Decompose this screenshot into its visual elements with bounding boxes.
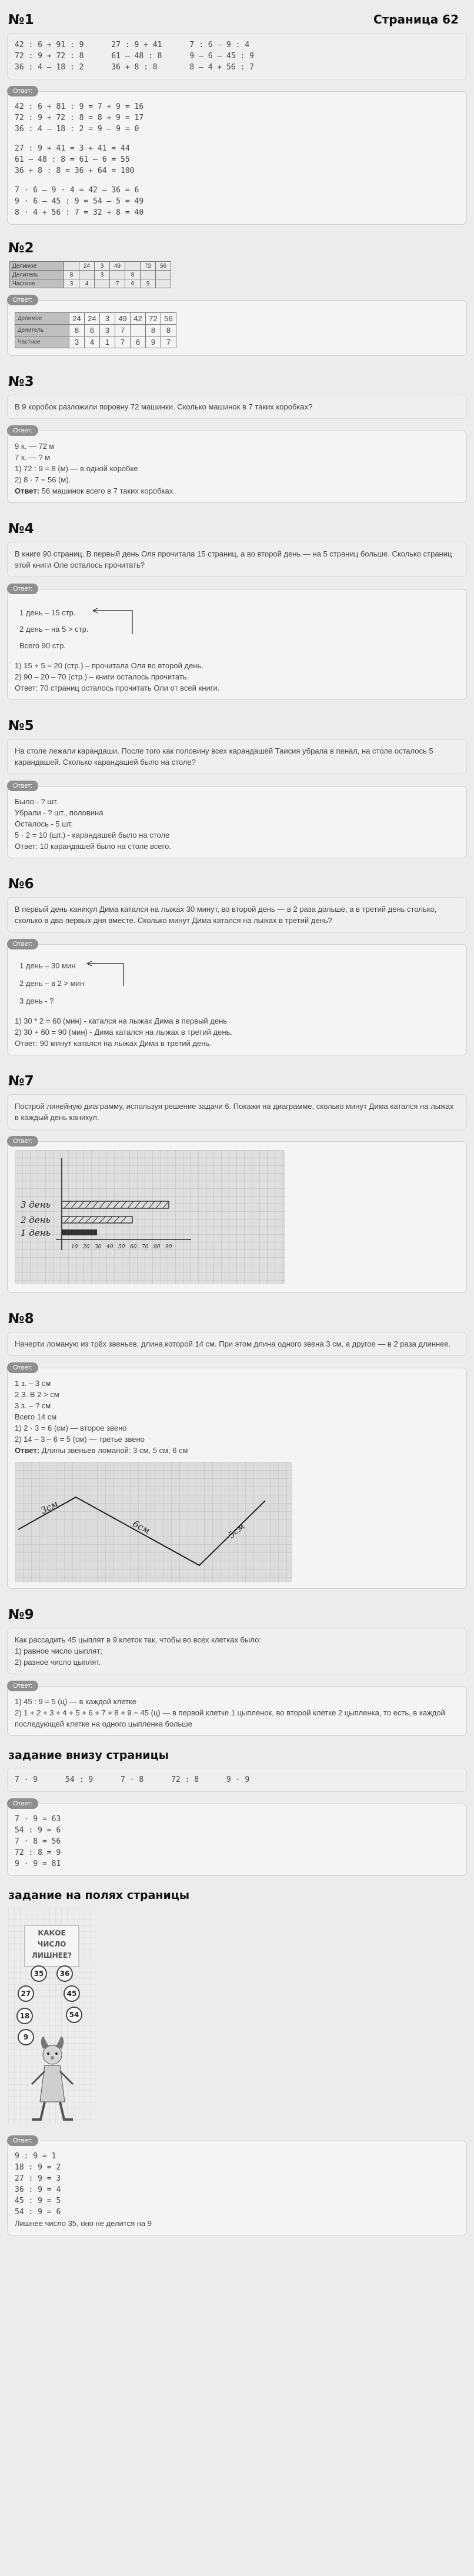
- table-cell: 6: [131, 336, 146, 348]
- number-balloon: 45: [64, 1985, 80, 2002]
- answer-line: 42 : 6 + 81 : 9 = 7 + 9 = 16: [15, 102, 144, 111]
- bracket-arrow: [82, 959, 135, 989]
- task-question: В 9 коробок разложили поровну 72 машинки. Сколько машинок в 7 таких коробках?: [7, 395, 467, 419]
- table-cell: 4: [79, 279, 95, 288]
- diagram-photo: [15, 1150, 285, 1284]
- table-cell: [95, 279, 110, 288]
- table-cell: [79, 271, 95, 279]
- table-cell: 7: [115, 336, 131, 348]
- table-cell: 56: [161, 313, 176, 325]
- task-question: На столе лежали карандаши. После того как половину всех карандашей Таисия убрала в пенал, на столе осталось 5 карандашей. Сколько карандашей было на столе?: [7, 739, 467, 774]
- answer-block: [7, 941, 467, 1055]
- x-tick: 20: [83, 1244, 90, 1250]
- answer-box: [7, 431, 467, 503]
- broken-line-photo: [15, 1462, 292, 1582]
- table-cell: 42: [131, 313, 146, 325]
- answer-line: 27 : 9 = 3: [15, 2174, 61, 2183]
- division-table-answer: [15, 312, 176, 348]
- table-cell: [141, 271, 156, 279]
- table-row: [10, 271, 171, 279]
- answer-line: 2) 8 · 7 = 56 (м).: [15, 475, 71, 484]
- task-4: [7, 521, 467, 700]
- answer-line: Было - ? шт.: [15, 797, 58, 806]
- answer-line: 61 – 48 : 8 = 61 – 6 = 55: [15, 155, 130, 164]
- handwritten-condition: [15, 599, 459, 652]
- answer-final: Ответ: Длины звеньев ломаной: 3 см, 5 см, 6 см: [15, 1446, 188, 1455]
- table-cell: 9: [141, 279, 156, 288]
- task-number: №4: [8, 521, 34, 536]
- table-row: [10, 262, 171, 271]
- table-cell: [156, 279, 171, 288]
- handwritten-condition: [15, 954, 459, 1007]
- number-balloon: 27: [18, 1985, 34, 2002]
- table-cell: 7: [115, 325, 131, 336]
- answer-line: 1) 72 : 9 = 8 (м) — в одной коробке: [15, 464, 138, 473]
- number-balloon: 18: [16, 2008, 33, 2024]
- task-bottom: [7, 1749, 467, 1876]
- answer-block: [7, 1800, 467, 1876]
- answer-box: [7, 1141, 467, 1293]
- answer-tag: Ответ:: [7, 584, 38, 594]
- answer-line: 36 + 8 : 8 = 36 + 64 = 100: [15, 166, 135, 175]
- table-cell: 3: [100, 325, 115, 336]
- answer-tag: Ответ:: [7, 86, 38, 96]
- table-cell: 4: [85, 336, 100, 348]
- answer-tag: Ответ:: [7, 781, 38, 791]
- task-question: [7, 1768, 467, 1792]
- table-cell: 8: [69, 325, 85, 336]
- table-cell: 3: [95, 271, 110, 279]
- answer-tag: Ответ:: [7, 425, 38, 436]
- table-cell: 3: [69, 336, 85, 348]
- question-line: 36 : 4 – 18 : 2 36 + 8 : 8 8 – 4 + 56 : 7: [15, 63, 254, 72]
- table-cell: 8: [64, 271, 79, 279]
- answer-final: Ответ: 56 машинок всего в 7 таких коробках: [15, 486, 173, 495]
- answer-box: [7, 1804, 467, 1876]
- task-number: №6: [8, 877, 34, 892]
- chart-label: 3 день: [21, 1199, 51, 1210]
- number-balloon: 54: [66, 2007, 82, 2023]
- answer-block: [7, 2137, 467, 2235]
- answer-line: 2) 30 + 60 = 90 (мин) - Дима катался на лыжах в третий день.: [15, 1028, 232, 1037]
- answer-tag: Ответ:: [7, 1681, 38, 1691]
- answer-line: Осталось - 5 шт.: [15, 819, 73, 828]
- number-balloon: 35: [31, 1965, 47, 1982]
- number-balloon: 9: [18, 2029, 34, 2045]
- answer-block: [7, 1138, 467, 1293]
- answer-line: 2) 90 – 20 – 70 (стр.) – книги осталось прочитать.: [15, 672, 189, 681]
- question-line: Как рассадить 45 цыплят в 9 клеток так, чтобы во всех клетках было:: [15, 1635, 261, 1644]
- question-line: 1) равное число цыплят;: [15, 1647, 102, 1655]
- section-title: задание внизу страницы: [8, 1749, 169, 1762]
- condition-line: 2 день – на 5 > стр.: [19, 625, 89, 634]
- table-cell: 49: [110, 262, 125, 271]
- table-cell: [156, 271, 171, 279]
- answer-tag: Ответ:: [7, 2135, 38, 2146]
- row-label: Делимое: [15, 313, 69, 325]
- table-cell: 8: [146, 325, 161, 336]
- page-title: Страница 62: [373, 12, 459, 26]
- grid-paper: [15, 1462, 292, 1582]
- table-cell: 6: [125, 279, 141, 288]
- answer-line: 54 : 9 = 6: [15, 2208, 61, 2217]
- answer-line: 5 · 2 = 10 (шт.) - карандашей было на столе: [15, 831, 170, 839]
- segment-label: 5см: [226, 1521, 247, 1541]
- answer-box: [7, 91, 467, 225]
- answer-line: 9 · 9 = 81: [15, 1859, 61, 1868]
- task-number: №1: [8, 12, 34, 28]
- answer-line: 2) 14 – 3 – 6 = 5 (см) — третье звено: [15, 1435, 145, 1444]
- task-number: №2: [8, 241, 34, 256]
- condition-line: Всего 90 стр.: [19, 641, 66, 650]
- answer-line: 36 : 4 – 18 : 2 = 9 – 9 = 0: [15, 125, 139, 134]
- table-cell: 72: [141, 262, 156, 271]
- x-tick: 90: [165, 1244, 172, 1250]
- answer-tag: Ответ:: [7, 1798, 38, 1809]
- table-cell: [125, 262, 141, 271]
- answer-tag: Ответ:: [7, 295, 38, 305]
- table-row: [10, 279, 171, 288]
- row-label: Делимое: [10, 262, 64, 271]
- answer-line: 2 З. В 2 > см: [15, 1390, 59, 1399]
- answer-line: 9 к. — 72 м: [15, 442, 55, 451]
- task-number: №3: [8, 374, 34, 389]
- answer-line: 36 : 9 = 4: [15, 2185, 61, 2194]
- table-cell: 7: [110, 279, 125, 288]
- task-question: Начерти ломаную из трёх звеньев, длина которой 14 см. При этом длина одного звена 3 см, а другое — в 2 раза длиннее.: [7, 1332, 467, 1356]
- row-label: Частное: [15, 336, 69, 348]
- answer-line: Убрали - ? шт., половина: [15, 808, 104, 817]
- answer-box: [7, 2141, 467, 2235]
- task-number: №7: [8, 1074, 34, 1089]
- table-cell: 3: [64, 279, 79, 288]
- answer-line: 9 · 6 – 45 : 9 = 54 – 5 = 49: [15, 197, 144, 206]
- task-7: [7, 1073, 467, 1293]
- answer-line: Лишнее число 35, оно не делится на 9: [15, 2219, 152, 2228]
- table-cell: 24: [69, 313, 85, 325]
- table-row: [15, 325, 176, 336]
- page: [0, 12, 474, 2250]
- answer-line: 1) 45 : 9 = 5 (ц) — в каждой клетке: [15, 1697, 137, 1706]
- table-cell: 56: [156, 262, 171, 271]
- answer-box: [7, 589, 467, 700]
- condition-line: 1 день – 15 стр.: [19, 608, 76, 617]
- bracket-arrow: [88, 606, 141, 638]
- question-line: 7 · 9 54 : 9 7 · 8 72 : 8 9 · 9: [15, 1775, 250, 1784]
- segment-label: 6см: [131, 1518, 152, 1537]
- x-tick: 40: [106, 1244, 114, 1250]
- answer-line: 54 : 9 = 6: [15, 1826, 61, 1835]
- answer-line: 9 : 9 = 1: [15, 2152, 56, 2161]
- answer-line: 7 · 9 = 63: [15, 1815, 61, 1824]
- task-question: [7, 33, 467, 79]
- table-cell: 3: [100, 313, 115, 325]
- table-cell: 8: [161, 325, 176, 336]
- table-cell: 6: [85, 325, 100, 336]
- table-cell: [131, 325, 146, 336]
- answer-line: 3 з. – ? см: [15, 1401, 51, 1410]
- question-line: 42 : 6 + 91 : 9 27 : 9 + 41 7 : 6 – 9 : 4: [15, 41, 250, 49]
- answer-block: [7, 88, 467, 225]
- answer-line: 2) 1 + 2 + 3 + 4 + 5 + 6 + 7 + 8 + 9 = 45 (ц) — в первой клетке 1 цыпленок, во второй клетке 2 цыпленка, то есть, в каждой последующей клетке на одного цыпленка больше: [15, 1708, 445, 1728]
- table-cell: 24: [85, 313, 100, 325]
- answer-line: Ответ: 10 карандашей было на столе всего.: [15, 842, 171, 851]
- table-cell: 9: [146, 336, 161, 348]
- question-line: 2) разное число цыплят.: [15, 1658, 101, 1667]
- card-title: КАКОЕ ЧИСЛО ЛИШНЕЕ?: [31, 1929, 72, 1960]
- answer-line: 1) 2 · 3 = 6 (см) — второе звено: [15, 1424, 127, 1432]
- table-cell: 8: [125, 271, 141, 279]
- x-tick: 70: [142, 1244, 149, 1250]
- answer-line: 45 : 9 = 5: [15, 2197, 61, 2205]
- table-cell: 7: [161, 336, 176, 348]
- answer-block: [7, 1682, 467, 1736]
- task-2: [7, 240, 467, 356]
- answer-block: [7, 1364, 467, 1589]
- table-cell: 1: [100, 336, 115, 348]
- answer-block: [7, 427, 467, 503]
- task-question: В книге 90 страниц. В первый день Оля прочитала 15 страниц, а во второй день — на 5 страниц больше. Сколько страниц этой книги Оле осталось прочитать?: [7, 542, 467, 577]
- x-tick: 50: [118, 1244, 125, 1250]
- task-question: [7, 1628, 467, 1674]
- task-6: [7, 876, 467, 1055]
- task-1: [7, 12, 467, 225]
- answer-tag: Ответ:: [7, 939, 38, 949]
- answer-block: [7, 585, 467, 700]
- answer-line: 7 к. — ? м: [15, 453, 51, 462]
- table-row: [15, 313, 176, 325]
- task-5: [7, 718, 467, 858]
- table-row: [15, 336, 176, 348]
- odd-number-card: [8, 1908, 96, 2125]
- answer-box: [7, 944, 467, 1055]
- row-label: Делитель: [15, 325, 69, 336]
- answer-line: 72 : 8 = 9: [15, 1848, 61, 1857]
- chart-label: 1 день: [21, 1228, 51, 1238]
- table-cell: 72: [146, 313, 161, 325]
- task-question: В первый день каникул Дима катался на лыжах 30 минут, во второй день — в 2 раза дольше, а в третий день столько, сколько в два первых дня вместе. Сколько минут Дима катался на лыжах в третий день?: [7, 897, 467, 932]
- x-tick: 80: [153, 1244, 161, 1250]
- answer-block: [7, 782, 467, 858]
- row-label: Частное: [10, 279, 64, 288]
- answer-box: [7, 786, 467, 858]
- condition-line: 3 день - ?: [19, 997, 54, 1005]
- task-margin: [7, 1889, 467, 2235]
- x-tick: 30: [95, 1244, 102, 1250]
- task-number: №5: [8, 718, 34, 734]
- condition-line: 2 день – в 2 > мин: [19, 979, 85, 988]
- answer-tag: Ответ:: [7, 1136, 38, 1147]
- row-label: Делитель: [10, 271, 64, 279]
- section-title: задание на полях страницы: [8, 1889, 190, 1902]
- task-number: №8: [8, 1311, 34, 1327]
- answer-box: [7, 1686, 467, 1736]
- answer-line: 1) 15 + 5 = 20 (стр.) – прочитала Оля во второй день.: [15, 661, 203, 670]
- table-cell: 3: [95, 262, 110, 271]
- answer-line: Всего 14 см: [15, 1412, 57, 1421]
- answer-line: Ответ: 90 минут катался на лыжах Дима в третий день.: [15, 1039, 212, 1048]
- answer-tag: Ответ:: [7, 1362, 38, 1373]
- table-cell: [110, 271, 125, 279]
- chart-label: 2 день: [21, 1215, 51, 1225]
- division-table: [9, 261, 171, 288]
- answer-box: [7, 1368, 467, 1589]
- answer-line: 1 з. – 3 см: [15, 1379, 51, 1388]
- answer-line: 72 : 9 + 72 : 8 = 8 + 9 = 17: [15, 114, 144, 122]
- answer-line: 1) 30 * 2 = 60 (мин) - катался на лыжах Дима в первый день: [15, 1017, 228, 1025]
- answer-line: 18 : 9 = 2: [15, 2163, 61, 2172]
- x-tick: 10: [71, 1244, 78, 1250]
- task-question-table: [7, 261, 467, 288]
- answer-line: 27 : 9 + 41 = 3 + 41 = 44: [15, 144, 130, 153]
- answer-block: [7, 296, 467, 356]
- task-9: [7, 1607, 467, 1736]
- x-tick: 60: [130, 1244, 137, 1250]
- task-8: [7, 1311, 467, 1589]
- condition-line: 1 день – 30 мин: [19, 961, 76, 970]
- answer-line: 8 · 4 + 56 : 7 = 32 + 8 = 40: [15, 208, 144, 217]
- task-question: Построй линейную диаграмму, используя решение задачи 6. Покажи на диаграмме, сколько минут Дима катался на лыжах в каждый день каникул.: [7, 1094, 467, 1129]
- answer-box: [7, 300, 467, 356]
- task-number: №9: [8, 1607, 34, 1622]
- answer-line: Ответ: 70 страниц осталось прочитать Оли от всей книги.: [15, 684, 220, 692]
- number-balloon: 36: [56, 1965, 73, 1982]
- answer-line: 7 · 8 = 56: [15, 1837, 61, 1846]
- task-3: [7, 374, 467, 503]
- question-line: 72 : 9 + 72 : 8 61 – 48 : 8 9 – 6 – 45 : 9: [15, 52, 254, 61]
- table-cell: 24: [79, 262, 95, 271]
- table-cell: [64, 262, 79, 271]
- table-cell: 49: [115, 313, 131, 325]
- segment-label: 3см: [39, 1498, 60, 1517]
- grid-paper: [15, 1150, 285, 1284]
- answer-line: 7 · 6 – 9 · 4 = 42 – 36 = 6: [15, 186, 139, 195]
